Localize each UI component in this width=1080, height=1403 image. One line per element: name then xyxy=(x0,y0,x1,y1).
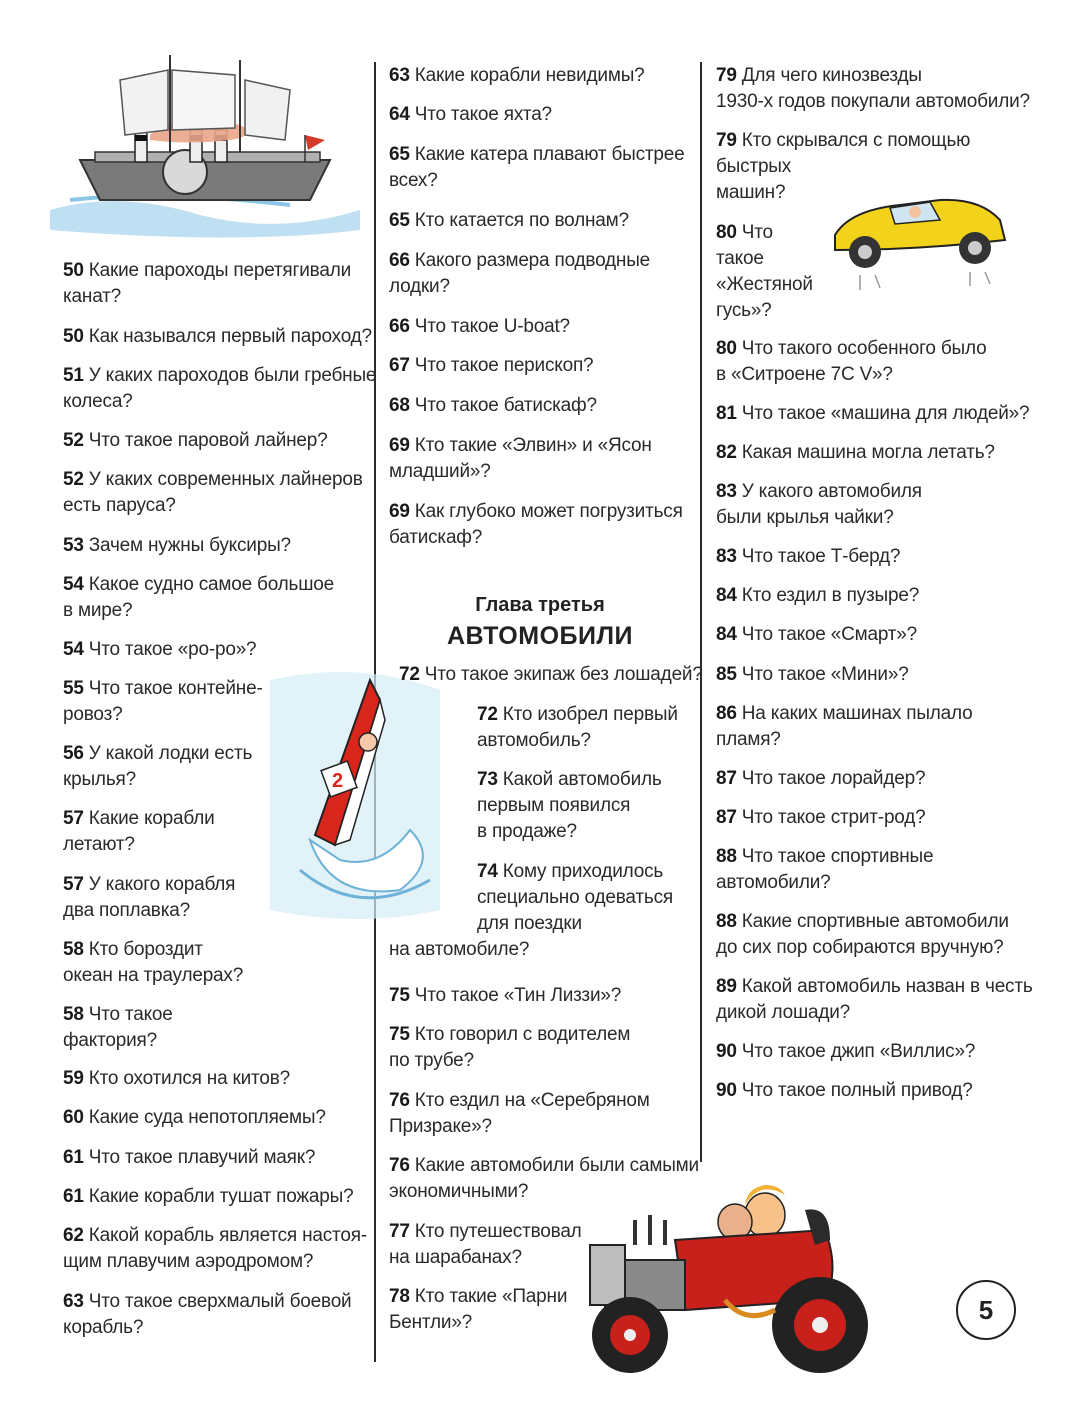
toc-page-ref: 62 xyxy=(63,1225,84,1246)
toc-question-text: Какие автомобили были самыми xyxy=(414,1155,699,1176)
toc-page-ref: 64 xyxy=(389,104,410,125)
toc-entry-line xyxy=(389,433,652,459)
toc-entry-line xyxy=(63,1028,157,1054)
toc-entry-line xyxy=(716,583,919,609)
toc-entry-line xyxy=(716,154,791,180)
toc-entry-line xyxy=(63,898,190,924)
toc-question-text: На каких машинах пылало xyxy=(741,703,973,724)
toc-question-text: У какого автомобиля xyxy=(741,481,922,502)
toc-question-text: младший»? xyxy=(389,461,491,482)
toc-question-text: Что такое яхта? xyxy=(414,104,552,125)
toc-question-text: на шарабанах? xyxy=(389,1247,522,1268)
toc-entry-line xyxy=(716,974,1033,1000)
toc-entry-line xyxy=(716,128,970,154)
toc-question-text: на автомобиле? xyxy=(389,939,530,960)
toc-entry-line xyxy=(389,248,650,274)
toc-question-text: канат? xyxy=(63,286,122,307)
toc-question-text: Кто ездил в пузыре? xyxy=(741,585,920,606)
toc-entry-line xyxy=(389,142,685,168)
toc-question-text: Какое судно самое большое xyxy=(88,574,335,595)
toc-question-text: фактория? xyxy=(63,1030,158,1051)
red-hot-rod-illustration xyxy=(575,1150,895,1400)
paddle-steamer-illustration xyxy=(40,40,370,240)
toc-entry-line xyxy=(63,493,176,519)
toc-entry-line xyxy=(63,676,263,702)
toc-entry-line xyxy=(389,1022,630,1048)
toc-page-ref: 82 xyxy=(716,442,737,463)
toc-question-text: щим плавучим аэродромом? xyxy=(63,1251,314,1272)
toc-page-ref: 83 xyxy=(716,481,737,502)
toc-entry-line xyxy=(716,479,922,505)
toc-question-text: Кто такие «Парни xyxy=(414,1286,568,1307)
toc-entry-line xyxy=(716,1039,975,1065)
toc-page-ref: 57 xyxy=(63,874,84,895)
toc-entry-line xyxy=(63,741,252,767)
toc-entry-line xyxy=(63,1066,290,1092)
toc-page-ref: 58 xyxy=(63,939,84,960)
toc-page-ref: 78 xyxy=(389,1286,410,1307)
toc-entry-line xyxy=(716,805,926,831)
toc-page-ref: 66 xyxy=(389,250,410,271)
toc-question-text: Кто путешествовал xyxy=(414,1221,582,1242)
chapter-title: АВТОМОБИЛИ xyxy=(447,622,633,650)
toc-question-text: Какие пароходы перетягивали xyxy=(88,260,352,281)
toc-entry-line xyxy=(477,885,673,911)
toc-question-text: ровоз? xyxy=(63,704,123,725)
toc-entry-line xyxy=(716,298,772,324)
toc-question-text: экономичными? xyxy=(389,1181,529,1202)
toc-entry-line xyxy=(716,246,764,272)
toc-page-ref: 75 xyxy=(389,985,410,1006)
toc-page-ref: 65 xyxy=(389,210,410,231)
toc-page-ref: 52 xyxy=(63,430,84,451)
toc-page-ref: 50 xyxy=(63,326,84,347)
toc-question-text: Что такое полный привод? xyxy=(741,1080,973,1101)
toc-entry-line xyxy=(716,336,986,362)
toc-question-text: в «Ситроене 7С V»? xyxy=(716,364,893,385)
toc-question-text: Что такое батискаф? xyxy=(414,395,597,416)
toc-question-text: Что такое «Мини»? xyxy=(741,664,909,685)
toc-page-ref: 90 xyxy=(716,1080,737,1101)
toc-entry-line xyxy=(389,274,450,300)
toc-page-ref: 66 xyxy=(389,316,410,337)
toc-entry-line xyxy=(63,389,133,415)
toc-question-text: гусь»? xyxy=(716,300,772,321)
toc-question-text: Кто изобрел первый xyxy=(502,704,678,725)
toc-entry-line xyxy=(716,220,773,246)
toc-page-ref: 87 xyxy=(716,807,737,828)
toc-question-text: У какого корабля xyxy=(88,874,236,895)
toc-question-text: Что такое экипаж без лошадей? xyxy=(424,664,703,685)
toc-question-text: Что такое контейне- xyxy=(88,678,263,699)
toc-page-ref: 61 xyxy=(63,1186,84,1207)
toc-entry-line xyxy=(63,1002,173,1028)
toc-entry-line xyxy=(389,353,593,379)
toc-question-text: дикой лошади? xyxy=(716,1002,851,1023)
toc-page-ref: 55 xyxy=(63,678,84,699)
toc-entry-line xyxy=(63,1184,353,1210)
toc-entry-line xyxy=(716,727,781,753)
toc-question-text: Что такое «Смарт»? xyxy=(741,624,918,645)
toc-entry-line xyxy=(716,89,1030,115)
toc-page-ref: 54 xyxy=(63,639,84,660)
toc-question-text: Что такое U-boat? xyxy=(414,316,570,337)
toc-question-text: Что такое «ро-ро»? xyxy=(88,639,257,660)
toc-entry-line xyxy=(716,1078,973,1104)
toc-entry-line xyxy=(63,702,122,728)
toc-entry-line xyxy=(477,767,662,793)
toc-entry-line xyxy=(716,505,894,531)
toc-question-text: Что такое паровой лайнер? xyxy=(88,430,328,451)
toc-entry-line xyxy=(63,363,376,389)
toc-question-text: крылья? xyxy=(63,769,136,790)
toc-entry-line xyxy=(389,102,552,128)
toc-question-text: Кто такие «Элвин» и «Ясон xyxy=(414,435,652,456)
column-divider-right xyxy=(700,62,702,1162)
toc-entry-line xyxy=(389,1245,522,1271)
toc-question-text: У каких современных лайнеров xyxy=(88,469,363,490)
toc-question-text: машин? xyxy=(716,182,786,203)
toc-question-text: У каких пароходов были гребные xyxy=(88,365,377,386)
toc-entry-line xyxy=(716,272,813,298)
toc-question-text: Какой автомобиль назван в честь xyxy=(741,976,1033,997)
toc-question-text: Какого размера подводные xyxy=(414,250,651,271)
toc-question-text: Какой автомобиль xyxy=(502,769,662,790)
toc-question-text: океан на траулерах? xyxy=(63,965,244,986)
toc-page-ref: 54 xyxy=(63,574,84,595)
toc-entry-line xyxy=(477,702,678,728)
toc-entry-line xyxy=(63,872,235,898)
toc-page-ref: 69 xyxy=(389,435,410,456)
toc-question-text: лодки? xyxy=(389,276,450,297)
toc-question-text: 1930-х годов покупали автомобили? xyxy=(716,91,1030,112)
toc-entry-line xyxy=(389,63,645,89)
toc-page-ref: 51 xyxy=(63,365,84,386)
toc-question-text: Что такое стрит-род? xyxy=(741,807,926,828)
toc-entry-line xyxy=(63,637,256,663)
toc-page-ref: 63 xyxy=(389,65,410,86)
toc-entry-line xyxy=(477,793,630,819)
toc-question-text: Кто охотился на китов? xyxy=(88,1068,290,1089)
toc-question-text: такое xyxy=(716,248,764,269)
toc-entry-line xyxy=(63,767,136,793)
toc-page-ref: 65 xyxy=(389,144,410,165)
toc-page-ref: 74 xyxy=(477,861,498,882)
toc-entry-line xyxy=(716,622,917,648)
toc-question-text: Кто катается по волнам? xyxy=(414,210,629,231)
toc-page-ref: 86 xyxy=(716,703,737,724)
toc-page-ref: 83 xyxy=(716,546,737,567)
toc-question-text: первым появился xyxy=(477,795,631,816)
toc-page-ref: 72 xyxy=(477,704,498,725)
toc-question-text: Какие катера плавают быстрее xyxy=(414,144,685,165)
toc-entry-line xyxy=(716,766,925,792)
toc-page-ref: 89 xyxy=(716,976,737,997)
toc-question-text: Кто скрывался с помощью xyxy=(741,130,971,151)
toc-page-ref: 88 xyxy=(716,846,737,867)
toc-page-ref: 77 xyxy=(389,1221,410,1242)
toc-question-text: Что такое сверхмалый боевой xyxy=(88,1291,352,1312)
toc-page-ref: 72 xyxy=(399,664,420,685)
toc-question-text: Какая машина могла летать? xyxy=(741,442,995,463)
toc-question-text: «Жестяной xyxy=(716,274,813,295)
toc-page-ref: 84 xyxy=(716,585,737,606)
toc-question-text: Кто говорил с водителем xyxy=(414,1024,631,1045)
toc-page-ref: 80 xyxy=(716,222,737,243)
toc-question-text: Как глубоко может погрузиться xyxy=(414,501,683,522)
toc-entry-line xyxy=(716,701,973,727)
toc-question-text: Что такое Т-берд? xyxy=(741,546,901,567)
toc-page-ref: 61 xyxy=(63,1147,84,1168)
toc-entry-line xyxy=(63,1223,367,1249)
toc-entry-line xyxy=(389,1310,472,1336)
toc-entry-line xyxy=(716,544,900,570)
toc-entry-line xyxy=(716,662,909,688)
toc-page-ref: 59 xyxy=(63,1068,84,1089)
toc-question-text: Какие суда непотопляемы? xyxy=(88,1107,326,1128)
toc-entry-line xyxy=(716,440,995,466)
toc-question-text: есть паруса? xyxy=(63,495,176,516)
toc-entry-line xyxy=(63,1105,326,1131)
toc-question-text: Что такое «машина для людей»? xyxy=(741,403,1030,424)
toc-entry-line xyxy=(389,1219,582,1245)
toc-entry-line xyxy=(63,1145,315,1171)
toc-entry-line xyxy=(477,859,663,885)
toc-entry-line xyxy=(389,314,570,340)
toc-entry-line xyxy=(63,598,132,624)
toc-page-ref: 52 xyxy=(63,469,84,490)
toc-entry-line xyxy=(63,1249,313,1275)
toc-question-text: автомобиль? xyxy=(477,730,591,751)
toc-entry-line xyxy=(63,1315,143,1341)
toc-entry-line xyxy=(63,324,372,350)
toc-question-text: Что xyxy=(741,222,773,243)
toc-entry-line xyxy=(477,819,577,845)
toc-question-text: колеса? xyxy=(63,391,133,412)
toc-entry-line xyxy=(389,983,621,1009)
toc-question-text: быстрых xyxy=(716,156,792,177)
toc-question-text: летают? xyxy=(63,834,135,855)
toc-page-ref: 80 xyxy=(716,338,737,359)
toc-question-text: Что такого особенного было xyxy=(741,338,987,359)
toc-entry-line xyxy=(716,180,785,206)
page-number: 5 xyxy=(956,1280,1016,1340)
toc-entry-line xyxy=(389,1048,474,1074)
toc-question-text: для поездки xyxy=(477,913,582,934)
toc-page-ref: 90 xyxy=(716,1041,737,1062)
toc-question-text: У какой лодки есть xyxy=(88,743,253,764)
toc-page-ref: 79 xyxy=(716,65,737,86)
toc-entry-line xyxy=(389,393,597,419)
toc-entry-line xyxy=(716,909,1009,935)
toc-question-text: корабль? xyxy=(63,1317,144,1338)
toc-page-ref: 76 xyxy=(389,1155,410,1176)
toc-question-text: Что такое джип «Виллис»? xyxy=(741,1041,976,1062)
toc-question-text: Какие корабли тушат пожары? xyxy=(88,1186,354,1207)
toc-question-text: Что такое xyxy=(88,1004,173,1025)
toc-entry-line xyxy=(63,467,363,493)
toc-entry-line xyxy=(63,428,328,454)
toc-entry-line xyxy=(389,168,438,194)
toc-page-ref: 56 xyxy=(63,743,84,764)
toc-question-text: до сих пор собираются вручную? xyxy=(716,937,1004,958)
toc-entry-line xyxy=(716,935,1003,961)
toc-entry-line xyxy=(63,937,203,963)
toc-question-text: в продаже? xyxy=(477,821,577,842)
toc-entry-line xyxy=(389,1088,650,1114)
toc-page-ref: 75 xyxy=(389,1024,410,1045)
yellow-car-illustration xyxy=(820,180,1020,300)
toc-entry-line xyxy=(716,63,922,89)
toc-question-text: автомобили? xyxy=(716,872,831,893)
toc-question-text: Какой корабль является настоя- xyxy=(88,1225,367,1246)
toc-entry-line xyxy=(389,208,629,234)
toc-entry-line xyxy=(389,937,529,963)
toc-question-text: Что такое плавучий маяк? xyxy=(88,1147,316,1168)
toc-question-text: по трубе? xyxy=(389,1050,474,1071)
toc-question-text: Кто бороздит xyxy=(88,939,203,960)
toc-question-text: Что такое перископ? xyxy=(414,355,594,376)
toc-entry-line xyxy=(716,870,831,896)
toc-page-ref: 63 xyxy=(63,1291,84,1312)
toc-question-text: два поплавка? xyxy=(63,900,190,921)
toc-entry-line xyxy=(63,1289,351,1315)
toc-question-text: Какие корабли xyxy=(88,808,215,829)
toc-entry-line xyxy=(389,1284,567,1310)
toc-question-text: были крылья чайки? xyxy=(716,507,894,528)
toc-question-text: в мире? xyxy=(63,600,133,621)
toc-question-text: Какие корабли невидимы? xyxy=(414,65,645,86)
toc-entry-line xyxy=(63,832,135,858)
toc-question-text: батискаф? xyxy=(389,527,483,548)
toc-entry-line xyxy=(63,806,215,832)
toc-question-text: Кому приходилось xyxy=(502,861,664,882)
toc-question-text: Как назывался первый пароход? xyxy=(88,326,372,347)
toc-page-ref: 57 xyxy=(63,808,84,829)
toc-question-text: Бентли»? xyxy=(389,1312,473,1333)
toc-entry-line xyxy=(63,258,351,284)
toc-question-text: Призраке»? xyxy=(389,1116,492,1137)
toc-page-ref: 69 xyxy=(389,501,410,522)
boat-race-number: 2 xyxy=(332,770,344,792)
toc-question-text: всех? xyxy=(389,170,438,191)
toc-page-ref: 87 xyxy=(716,768,737,789)
toc-page-ref: 68 xyxy=(389,395,410,416)
toc-page-ref: 67 xyxy=(389,355,410,376)
speedboat-illustration xyxy=(240,660,480,930)
toc-entry-line xyxy=(399,662,703,688)
toc-question-text: Кто ездил на «Серебряном xyxy=(414,1090,650,1111)
toc-entry-line xyxy=(716,1000,850,1026)
toc-entry-line xyxy=(389,525,482,551)
toc-page-ref: 50 xyxy=(63,260,84,281)
toc-entry-line xyxy=(716,401,1029,427)
toc-page-ref: 60 xyxy=(63,1107,84,1128)
toc-page-ref: 58 xyxy=(63,1004,84,1025)
chapter-label: Глава третья xyxy=(475,594,605,616)
toc-entry-line xyxy=(477,728,591,754)
toc-entry-line xyxy=(389,1179,528,1205)
toc-page-ref: 73 xyxy=(477,769,498,790)
toc-page-ref: 76 xyxy=(389,1090,410,1111)
toc-question-text: специально одеваться xyxy=(477,887,673,908)
toc-entry-line xyxy=(716,362,893,388)
toc-page-ref: 88 xyxy=(716,911,737,932)
toc-page-ref: 85 xyxy=(716,664,737,685)
toc-entry-line xyxy=(389,459,491,485)
toc-entry-line xyxy=(716,844,933,870)
toc-entry-line xyxy=(63,572,334,598)
toc-entry-line xyxy=(63,284,121,310)
toc-page-ref: 53 xyxy=(63,535,84,556)
toc-question-text: пламя? xyxy=(716,729,781,750)
toc-question-text: Зачем нужны буксиры? xyxy=(88,535,291,556)
toc-question-text: Что такое лорайдер? xyxy=(741,768,926,789)
toc-question-text: Что такое спортивные xyxy=(741,846,934,867)
toc-question-text: Какие спортивные автомобили xyxy=(741,911,1009,932)
toc-entry-line xyxy=(389,1114,492,1140)
toc-entry-line xyxy=(63,533,291,559)
toc-page-ref: 79 xyxy=(716,130,737,151)
toc-entry-line xyxy=(477,911,582,937)
toc-entry-line xyxy=(63,963,243,989)
toc-entry-line xyxy=(389,499,683,525)
toc-question-text: Для чего кинозвезды xyxy=(741,65,922,86)
toc-question-text: Что такое «Тин Лиззи»? xyxy=(414,985,622,1006)
toc-page-ref: 84 xyxy=(716,624,737,645)
toc-page-ref: 81 xyxy=(716,403,737,424)
